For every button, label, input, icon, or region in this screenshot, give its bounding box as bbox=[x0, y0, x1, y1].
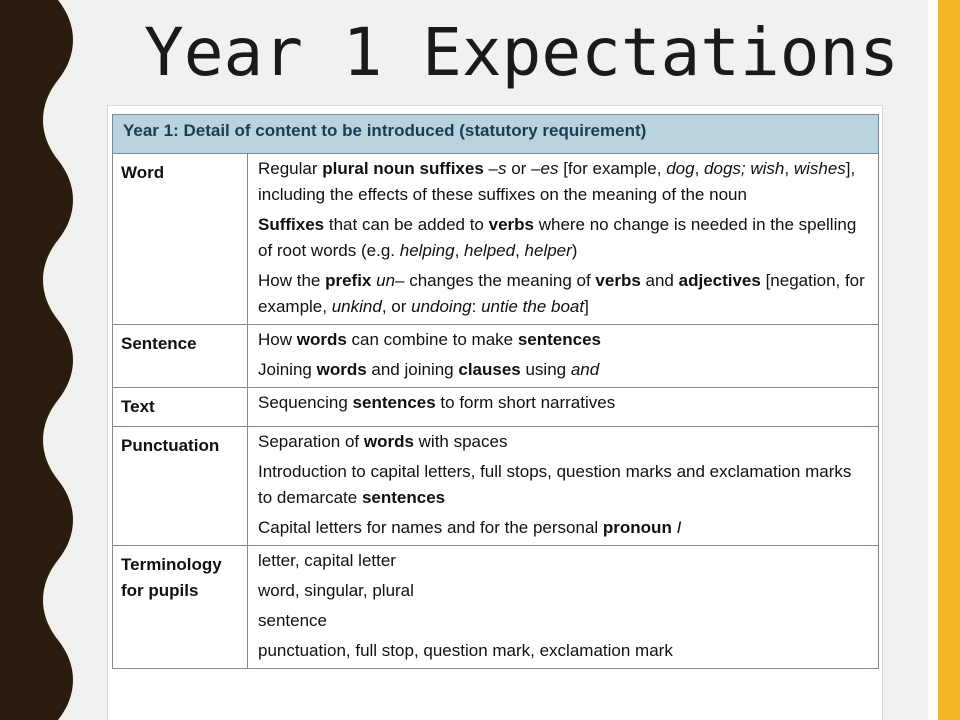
row-content bbox=[248, 325, 879, 388]
accent-stripe-gold bbox=[938, 0, 960, 720]
wavy-border-decoration bbox=[0, 0, 80, 720]
content-item: Introduction to capital letters, full stops, question marks and exclamation marks to demarcate sentences bbox=[258, 462, 852, 507]
row-category: Terminology for pupils bbox=[113, 546, 248, 669]
table-row bbox=[113, 427, 879, 546]
row-category: Text bbox=[113, 388, 248, 427]
row-category: Punctuation bbox=[113, 427, 248, 546]
table-row bbox=[113, 154, 879, 325]
content-item: word, singular, plural bbox=[258, 581, 414, 600]
expectations-table-frame bbox=[108, 106, 882, 720]
content-item: Capital letters for names and for the personal pronoun I bbox=[258, 518, 682, 537]
row-content bbox=[248, 546, 879, 669]
table-row bbox=[113, 388, 879, 427]
table-header: Year 1: Detail of content to be introduced (statutory requirement) bbox=[113, 115, 879, 154]
table-header-row bbox=[113, 115, 879, 154]
content-item: Joining words and joining clauses using and bbox=[258, 360, 600, 379]
content-item: Suffixes that can be added to verbs where no change is needed in the spelling of root words (e.g. helping, helped, helper) bbox=[258, 215, 857, 260]
content-item: How the prefix un– changes the meaning of verbs and adjectives [negation, for example, unkind, or undoing: untie the boat] bbox=[258, 271, 865, 316]
expectations-table bbox=[112, 114, 879, 669]
row-category: Sentence bbox=[113, 325, 248, 388]
content-item: How words can combine to make sentences bbox=[258, 330, 601, 349]
content-item: letter, capital letter bbox=[258, 551, 396, 570]
content-item: sentence bbox=[258, 611, 327, 630]
slide-title: Year 1 Expectations bbox=[144, 14, 899, 91]
row-category: Word bbox=[113, 154, 248, 325]
table-row bbox=[113, 325, 879, 388]
content-item: Sequencing sentences to form short narratives bbox=[258, 393, 616, 412]
content-item: Regular plural noun suffixes –s or –es [for example, dog, dogs; wish, wishes], including the effects of these suffixes on the meaning of the noun bbox=[258, 159, 856, 204]
row-content bbox=[248, 388, 879, 427]
content-item: punctuation, full stop, question mark, exclamation mark bbox=[258, 641, 673, 660]
row-content bbox=[248, 427, 879, 546]
accent-stripe-white bbox=[928, 0, 938, 720]
row-content bbox=[248, 154, 879, 325]
content-item: Separation of words with spaces bbox=[258, 432, 508, 451]
table-row bbox=[113, 546, 879, 669]
